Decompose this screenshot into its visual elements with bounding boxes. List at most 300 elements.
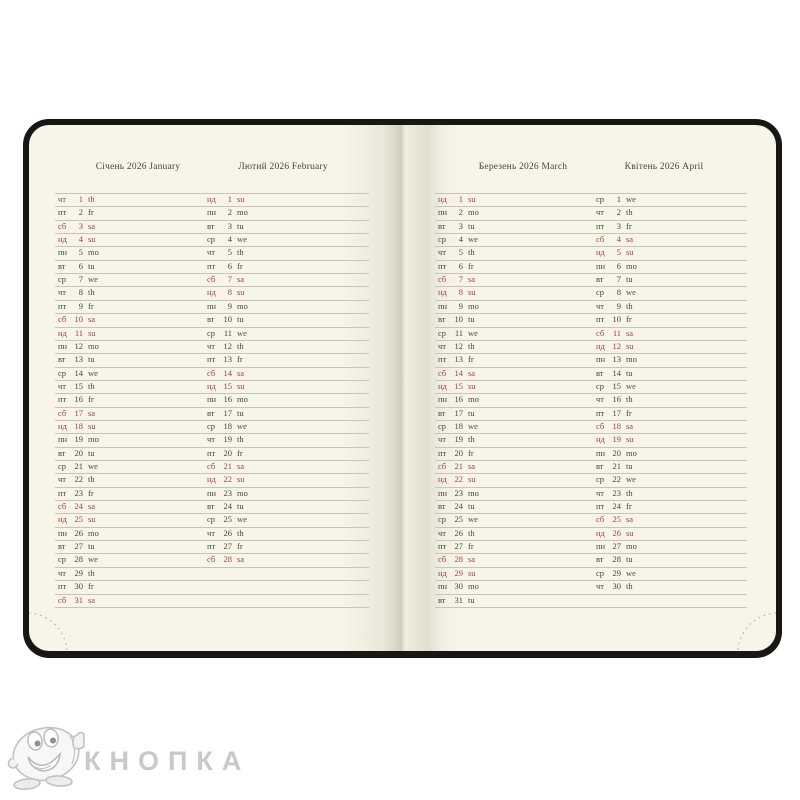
weekday-ua: вт bbox=[596, 554, 604, 565]
weekday-ua: пт bbox=[207, 541, 216, 552]
day-number: 30 bbox=[612, 581, 621, 592]
weekday-en: mo bbox=[88, 340, 99, 351]
weekday-en: we bbox=[626, 474, 636, 485]
day-number: 19 bbox=[612, 434, 621, 445]
weekday-en: th bbox=[626, 581, 633, 592]
weekday-ua: нд bbox=[58, 514, 67, 525]
day-number: 28 bbox=[612, 554, 621, 565]
weekday-ua: пн bbox=[207, 207, 217, 218]
weekday-ua: пт bbox=[58, 207, 67, 218]
weekday-ua: чт bbox=[596, 300, 604, 311]
day-number: 18 bbox=[612, 420, 621, 431]
weekday-en: su bbox=[468, 380, 476, 391]
day-number: 24 bbox=[612, 501, 621, 512]
weekday-ua: вт bbox=[207, 220, 215, 231]
diary-pages bbox=[29, 125, 776, 651]
weekday-ua: пн bbox=[438, 394, 448, 405]
weekday-ua: сб bbox=[438, 367, 447, 378]
weekday-ua: пт bbox=[58, 300, 67, 311]
weekday-en: we bbox=[237, 234, 247, 245]
weekday-ua: пн bbox=[596, 354, 606, 365]
diary-cover bbox=[23, 119, 782, 658]
weekday-ua: вт bbox=[58, 447, 66, 458]
day-number: 11 bbox=[612, 327, 621, 338]
weekday-ua: сб bbox=[58, 407, 67, 418]
weekday-en: tu bbox=[88, 541, 95, 552]
brand-logo-text: КНОПКА bbox=[84, 746, 251, 776]
weekday-en: su bbox=[626, 340, 634, 351]
weekday-ua: сб bbox=[58, 314, 67, 325]
weekday-en: fr bbox=[237, 447, 243, 458]
weekday-en: tu bbox=[626, 554, 633, 565]
weekday-ua: ср bbox=[58, 274, 67, 285]
weekday-en: mo bbox=[237, 300, 248, 311]
day-number: 1 bbox=[227, 194, 232, 204]
weekday-ua: вт bbox=[207, 314, 215, 325]
weekday-en: sa bbox=[88, 220, 96, 231]
weekday-en: sa bbox=[468, 554, 476, 565]
weekday-ua: ср bbox=[596, 380, 605, 391]
weekday-en: th bbox=[237, 247, 244, 258]
day-number: 29 bbox=[612, 567, 621, 578]
day-number: 11 bbox=[454, 327, 463, 338]
day-number: 14 bbox=[454, 367, 463, 378]
weekday-en: th bbox=[468, 527, 475, 538]
day-number: 5 bbox=[616, 247, 621, 258]
weekday-ua: пт bbox=[438, 447, 447, 458]
weekday-ua: ср bbox=[438, 514, 447, 525]
day-number: 17 bbox=[223, 407, 232, 418]
weekday-ua: чт bbox=[58, 474, 66, 485]
weekday-en: sa bbox=[626, 420, 634, 431]
weekday-en: tu bbox=[626, 274, 633, 285]
weekday-en: we bbox=[237, 327, 247, 338]
weekday-ua: сб bbox=[438, 461, 447, 471]
weekday-ua: пн bbox=[207, 394, 217, 405]
day-number: 16 bbox=[74, 394, 83, 405]
weekday-en: fr bbox=[88, 394, 94, 405]
weekday-en: fr bbox=[468, 447, 474, 458]
weekday-en: fr bbox=[237, 541, 243, 552]
day-number: 16 bbox=[612, 394, 621, 405]
weekday-ua: нд bbox=[58, 327, 67, 338]
weekday-ua: ср bbox=[207, 327, 216, 338]
weekday-en: su bbox=[237, 287, 245, 298]
weekday-ua: ср bbox=[438, 420, 447, 431]
day-number: 6 bbox=[227, 260, 232, 271]
weekday-ua: пт bbox=[596, 314, 605, 325]
weekday-en: su bbox=[88, 514, 96, 525]
day-number: 10 bbox=[223, 314, 232, 325]
weekday-ua: вт bbox=[58, 541, 66, 552]
weekday-en: tu bbox=[626, 461, 633, 471]
day-number: 17 bbox=[74, 407, 83, 418]
weekday-en: sa bbox=[88, 501, 96, 512]
weekday-ua: вт bbox=[438, 594, 446, 605]
weekday-ua: нд bbox=[438, 194, 447, 204]
day-number: 22 bbox=[74, 474, 83, 485]
weekday-ua: вт bbox=[207, 407, 215, 418]
day-number: 17 bbox=[612, 407, 621, 418]
weekday-ua: пт bbox=[207, 447, 216, 458]
weekday-ua: чт bbox=[207, 247, 215, 258]
day-number: 27 bbox=[223, 541, 232, 552]
day-number: 31 bbox=[74, 594, 83, 605]
weekday-ua: вт bbox=[58, 354, 66, 365]
weekday-ua: пн bbox=[58, 247, 68, 258]
weekday-en: we bbox=[88, 554, 98, 565]
weekday-ua: пн bbox=[438, 207, 448, 218]
day-number: 25 bbox=[454, 514, 463, 525]
day-number: 28 bbox=[223, 554, 232, 565]
month-title: Квітень 2026 April bbox=[624, 162, 704, 172]
weekday-en: tu bbox=[237, 220, 244, 231]
weekday-ua: вт bbox=[58, 260, 66, 271]
weekday-ua: нд bbox=[438, 380, 447, 391]
weekday-ua: пт bbox=[207, 354, 216, 365]
weekday-en: mo bbox=[237, 394, 248, 405]
weekday-ua: нд bbox=[58, 420, 67, 431]
weekday-ua: сб bbox=[438, 274, 447, 285]
weekday-en: sa bbox=[237, 461, 245, 471]
weekday-ua: ср bbox=[207, 234, 216, 245]
weekday-en: sa bbox=[237, 554, 245, 565]
day-number: 13 bbox=[223, 354, 232, 365]
weekday-ua: чт bbox=[438, 340, 446, 351]
weekday-ua: сб bbox=[596, 327, 605, 338]
weekday-ua: сб bbox=[58, 594, 67, 605]
weekday-en: tu bbox=[88, 447, 95, 458]
weekday-ua: сб bbox=[207, 554, 216, 565]
weekday-ua: нд bbox=[596, 340, 605, 351]
day-number: 6 bbox=[458, 260, 463, 271]
day-number: 23 bbox=[612, 487, 621, 498]
weekday-en: tu bbox=[468, 220, 475, 231]
day-number: 2 bbox=[78, 207, 83, 218]
weekday-en: fr bbox=[468, 354, 474, 365]
day-number: 22 bbox=[612, 474, 621, 485]
weekday-en: th bbox=[468, 340, 475, 351]
weekday-en: we bbox=[237, 514, 247, 525]
day-number: 11 bbox=[74, 327, 83, 338]
weekday-ua: чт bbox=[438, 527, 446, 538]
weekday-ua: чт bbox=[58, 567, 66, 578]
weekday-ua: чт bbox=[58, 194, 66, 204]
day-number: 11 bbox=[223, 327, 232, 338]
day-number: 23 bbox=[74, 487, 83, 498]
weekday-en: fr bbox=[626, 220, 632, 231]
weekday-en: fr bbox=[88, 207, 94, 218]
day-number: 13 bbox=[612, 354, 621, 365]
weekday-ua: пн bbox=[58, 527, 68, 538]
weekday-en: su bbox=[626, 434, 634, 445]
weekday-ua: пт bbox=[596, 407, 605, 418]
weekday-ua: чт bbox=[596, 487, 604, 498]
weekday-en: we bbox=[468, 234, 478, 245]
weekday-ua: пн bbox=[438, 487, 448, 498]
weekday-en: tu bbox=[237, 501, 244, 512]
weekday-en: mo bbox=[468, 581, 479, 592]
day-number: 12 bbox=[74, 340, 83, 351]
day-number: 30 bbox=[454, 581, 463, 592]
weekday-en: we bbox=[237, 420, 247, 431]
weekday-ua: нд bbox=[438, 567, 447, 578]
weekday-en: sa bbox=[88, 407, 96, 418]
weekday-en: tu bbox=[468, 594, 475, 605]
day-number: 19 bbox=[223, 434, 232, 445]
weekday-en: tu bbox=[88, 260, 95, 271]
weekday-ua: пн bbox=[438, 581, 448, 592]
weekday-ua: ср bbox=[207, 420, 216, 431]
weekday-en: su bbox=[237, 380, 245, 391]
day-number: 7 bbox=[78, 274, 83, 285]
weekday-en: sa bbox=[468, 274, 476, 285]
weekday-ua: чт bbox=[596, 207, 604, 218]
weekday-en: mo bbox=[626, 260, 637, 271]
weekday-en: mo bbox=[468, 394, 479, 405]
day-number: 15 bbox=[223, 380, 232, 391]
weekday-ua: нд bbox=[438, 474, 447, 485]
weekday-en: th bbox=[468, 247, 475, 258]
weekday-en: we bbox=[626, 567, 636, 578]
weekday-en: su bbox=[88, 420, 96, 431]
day-number: 30 bbox=[74, 581, 83, 592]
weekday-en: th bbox=[88, 567, 95, 578]
weekday-ua: вт bbox=[207, 501, 215, 512]
weekday-en: th bbox=[468, 434, 475, 445]
weekday-en: su bbox=[468, 287, 476, 298]
weekday-ua: чт bbox=[207, 527, 215, 538]
weekday-en: we bbox=[468, 327, 478, 338]
weekday-ua: чт bbox=[596, 581, 604, 592]
weekday-en: we bbox=[88, 461, 98, 471]
day-number: 18 bbox=[454, 420, 463, 431]
weekday-en: su bbox=[626, 527, 634, 538]
weekday-ua: сб bbox=[438, 554, 447, 565]
day-number: 8 bbox=[616, 287, 621, 298]
day-number: 5 bbox=[227, 247, 232, 258]
knopka-mascot-icon bbox=[4, 722, 96, 794]
weekday-ua: вт bbox=[438, 407, 446, 418]
weekday-en: sa bbox=[237, 367, 245, 378]
weekday-ua: пн bbox=[207, 300, 217, 311]
weekday-en: fr bbox=[88, 300, 94, 311]
day-number: 3 bbox=[78, 220, 83, 231]
day-number: 28 bbox=[454, 554, 463, 565]
weekday-en: tu bbox=[626, 367, 633, 378]
day-number: 9 bbox=[616, 300, 621, 311]
day-number: 9 bbox=[78, 300, 83, 311]
day-number: 20 bbox=[454, 447, 463, 458]
weekday-ua: пт bbox=[207, 260, 216, 271]
day-number: 14 bbox=[612, 367, 621, 378]
weekday-en: sa bbox=[237, 274, 245, 285]
weekday-en: sa bbox=[468, 461, 476, 471]
day-number: 12 bbox=[223, 340, 232, 351]
weekday-en: mo bbox=[88, 527, 99, 538]
weekday-ua: ср bbox=[58, 554, 67, 565]
day-number: 26 bbox=[454, 527, 463, 538]
weekday-ua: ср bbox=[58, 461, 67, 471]
day-number: 12 bbox=[454, 340, 463, 351]
weekday-en: th bbox=[626, 394, 633, 405]
weekday-ua: вт bbox=[438, 501, 446, 512]
weekday-en: sa bbox=[626, 327, 634, 338]
weekday-en: mo bbox=[237, 487, 248, 498]
day-number: 27 bbox=[612, 541, 621, 552]
day-number: 21 bbox=[612, 461, 621, 471]
day-number: 24 bbox=[223, 501, 232, 512]
day-number: 3 bbox=[616, 220, 621, 231]
day-number: 8 bbox=[78, 287, 83, 298]
day-number: 6 bbox=[78, 260, 83, 271]
weekday-en: sa bbox=[626, 234, 634, 245]
day-number: 10 bbox=[612, 314, 621, 325]
day-number: 2 bbox=[227, 207, 232, 218]
weekday-ua: сб bbox=[207, 461, 216, 471]
weekday-en: sa bbox=[88, 314, 96, 325]
weekday-ua: сб bbox=[207, 367, 216, 378]
weekday-en: tu bbox=[88, 354, 95, 365]
weekday-en: mo bbox=[468, 300, 479, 311]
day-number: 22 bbox=[223, 474, 232, 485]
day-number: 27 bbox=[454, 541, 463, 552]
weekday-en: th bbox=[88, 380, 95, 391]
weekday-ua: нд bbox=[207, 474, 216, 485]
weekday-en: su bbox=[468, 567, 476, 578]
weekday-ua: чт bbox=[58, 380, 66, 391]
day-number: 21 bbox=[223, 461, 232, 471]
weekday-ua: пт bbox=[596, 501, 605, 512]
weekday-ua: ср bbox=[596, 567, 605, 578]
day-number: 10 bbox=[454, 314, 463, 325]
day-number: 6 bbox=[616, 260, 621, 271]
weekday-en: fr bbox=[237, 260, 243, 271]
weekday-ua: нд bbox=[596, 527, 605, 538]
day-number: 14 bbox=[223, 367, 232, 378]
day-number: 1 bbox=[78, 194, 83, 204]
day-number: 8 bbox=[458, 287, 463, 298]
weekday-en: fr bbox=[88, 581, 94, 592]
weekday-en: mo bbox=[468, 207, 479, 218]
day-number: 27 bbox=[74, 541, 83, 552]
day-number: 26 bbox=[223, 527, 232, 538]
day-number: 4 bbox=[458, 234, 463, 245]
weekday-en: tu bbox=[237, 314, 244, 325]
weekday-ua: сб bbox=[596, 420, 605, 431]
day-number: 5 bbox=[458, 247, 463, 258]
weekday-ua: сб bbox=[207, 274, 216, 285]
weekday-en: we bbox=[88, 367, 98, 378]
weekday-ua: пт bbox=[596, 220, 605, 231]
day-number: 4 bbox=[227, 234, 232, 245]
weekday-en: su bbox=[88, 234, 96, 245]
weekday-ua: чт bbox=[207, 340, 215, 351]
weekday-en: fr bbox=[626, 314, 632, 325]
weekday-en: we bbox=[626, 287, 636, 298]
weekday-ua: чт bbox=[438, 247, 446, 258]
day-number: 14 bbox=[74, 367, 83, 378]
day-number: 21 bbox=[74, 461, 83, 471]
day-number: 26 bbox=[612, 527, 621, 538]
day-number: 7 bbox=[227, 274, 232, 285]
day-number: 9 bbox=[227, 300, 232, 311]
weekday-ua: ср bbox=[438, 327, 447, 338]
day-number: 31 bbox=[454, 594, 463, 605]
weekday-en: fr bbox=[626, 501, 632, 512]
day-number: 15 bbox=[74, 380, 83, 391]
day-number: 1 bbox=[616, 194, 621, 204]
day-number: 9 bbox=[458, 300, 463, 311]
weekday-ua: пт bbox=[438, 354, 447, 365]
weekday-en: tu bbox=[237, 407, 244, 418]
day-number: 13 bbox=[74, 354, 83, 365]
weekday-ua: вт bbox=[438, 220, 446, 231]
weekday-ua: сб bbox=[58, 220, 67, 231]
weekday-en: fr bbox=[468, 541, 474, 552]
weekday-en: th bbox=[237, 340, 244, 351]
weekday-en: we bbox=[468, 514, 478, 525]
month-title: Лютий 2026 February bbox=[238, 162, 328, 172]
weekday-ua: пн bbox=[596, 447, 606, 458]
weekday-ua: нд bbox=[207, 194, 216, 204]
weekday-en: su bbox=[626, 247, 634, 258]
weekday-ua: ср bbox=[596, 474, 605, 485]
weekday-ua: пт bbox=[438, 260, 447, 271]
weekday-ua: ср bbox=[596, 287, 605, 298]
weekday-ua: сб bbox=[596, 234, 605, 245]
day-number: 25 bbox=[223, 514, 232, 525]
day-number: 15 bbox=[612, 380, 621, 391]
weekday-en: fr bbox=[237, 354, 243, 365]
weekday-en: mo bbox=[237, 207, 248, 218]
weekday-ua: чт bbox=[58, 287, 66, 298]
weekday-ua: пн bbox=[58, 340, 68, 351]
weekday-ua: чт bbox=[207, 434, 215, 445]
weekday-ua: ср bbox=[207, 514, 216, 525]
day-number: 23 bbox=[454, 487, 463, 498]
weekday-en: su bbox=[237, 194, 245, 204]
weekday-ua: вт bbox=[438, 314, 446, 325]
weekday-ua: пт bbox=[58, 394, 67, 405]
weekday-ua: чт bbox=[596, 394, 604, 405]
weekday-en: th bbox=[626, 207, 633, 218]
weekday-ua: нд bbox=[207, 380, 216, 391]
weekday-ua: ср bbox=[596, 194, 605, 204]
day-number: 13 bbox=[454, 354, 463, 365]
day-number: 22 bbox=[454, 474, 463, 485]
day-number: 19 bbox=[74, 434, 83, 445]
day-number: 7 bbox=[616, 274, 621, 285]
weekday-ua: нд bbox=[596, 434, 605, 445]
weekday-en: mo bbox=[88, 247, 99, 258]
weekday-en: th bbox=[88, 194, 95, 204]
weekday-en: mo bbox=[468, 487, 479, 498]
weekday-ua: пн bbox=[207, 487, 217, 498]
weekday-ua: нд bbox=[58, 234, 67, 245]
month-title: Березень 2026 March bbox=[478, 162, 568, 172]
day-number: 18 bbox=[223, 420, 232, 431]
weekday-en: fr bbox=[468, 260, 474, 271]
day-number: 26 bbox=[74, 527, 83, 538]
weekday-en: we bbox=[468, 420, 478, 431]
day-number: 4 bbox=[616, 234, 621, 245]
day-number: 20 bbox=[612, 447, 621, 458]
weekday-ua: сб bbox=[58, 501, 67, 512]
weekday-ua: вт bbox=[596, 461, 604, 471]
day-number: 2 bbox=[616, 207, 621, 218]
day-number: 25 bbox=[74, 514, 83, 525]
